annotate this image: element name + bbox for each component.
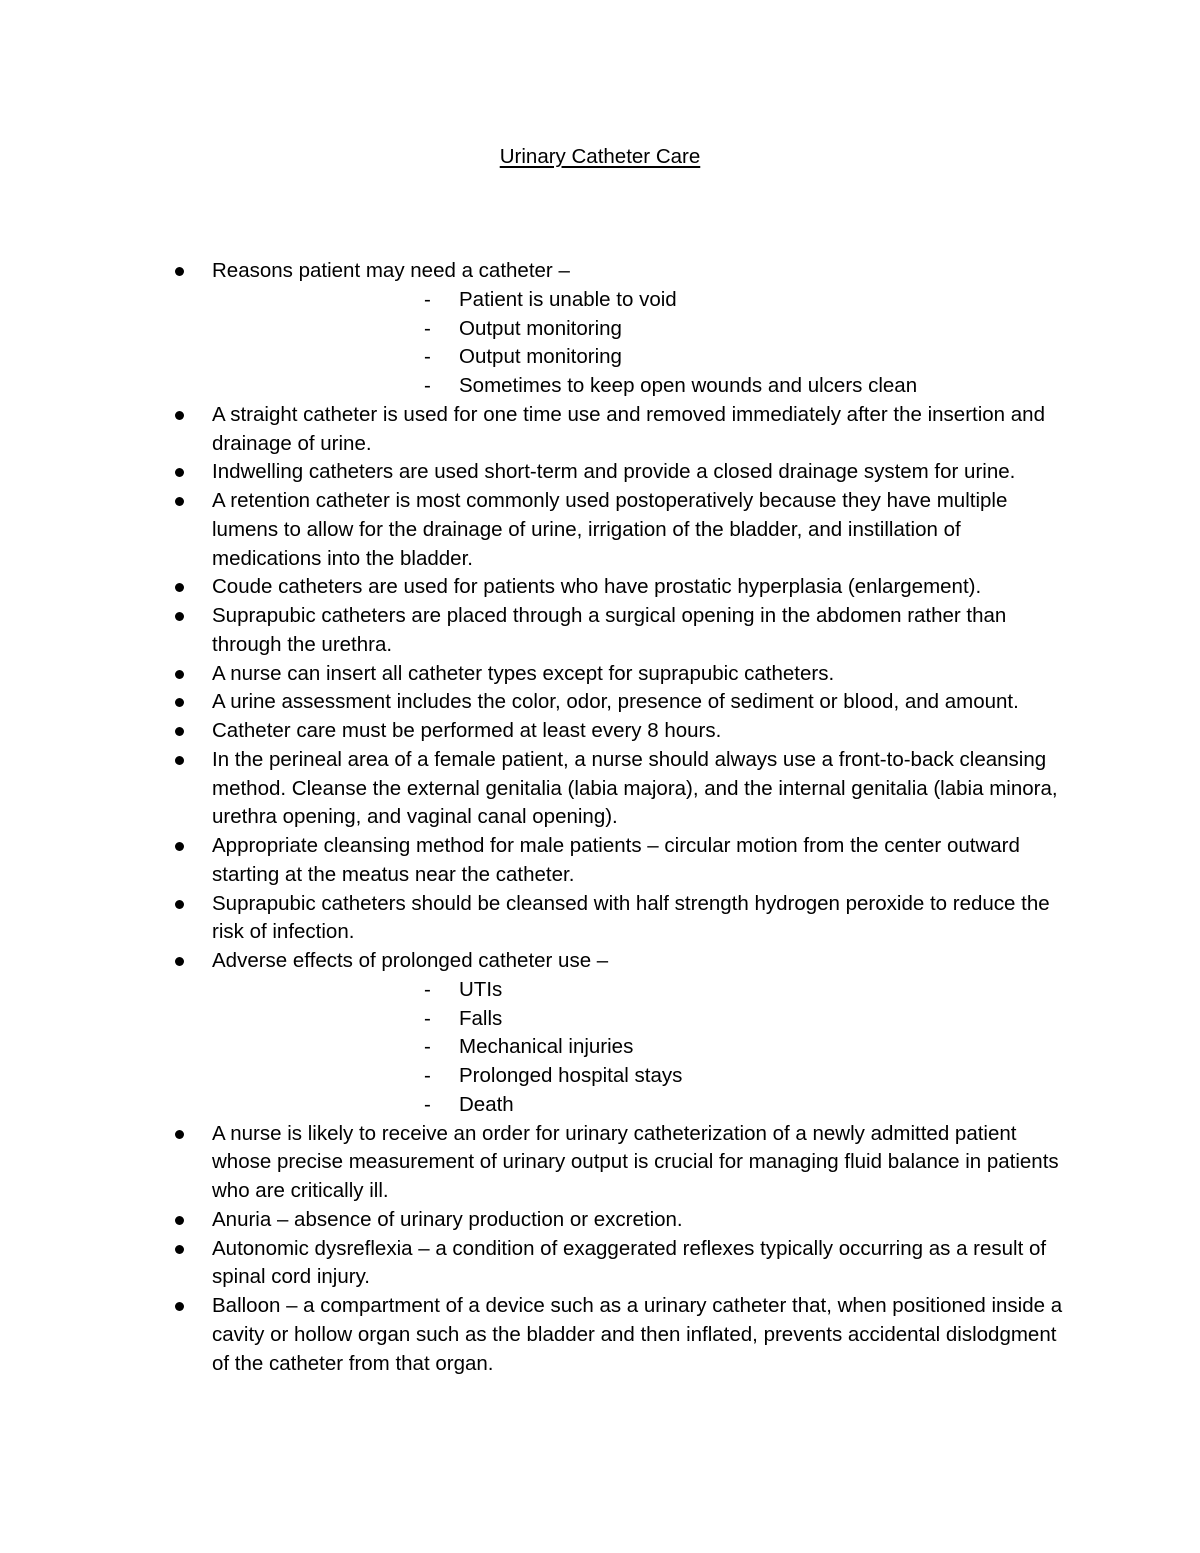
dash-icon: - <box>424 345 431 369</box>
list-item <box>0 458 1068 487</box>
list-item-text: A nurse is likely to receive an order for urinary catheterization of a newly admitted patient whose precise measurement of urinary output is crucial for managing fluid balance in patients who are critically ill. <box>212 1121 1059 1202</box>
dash-icon: - <box>424 287 431 311</box>
list-item-text: Balloon – a compartment of a device such as a urinary catheter that, when positioned inside a cavity or hollow organ such as the bladder and then inflated, prevents accidental dislodgment of the catheter from that organ. <box>212 1294 1063 1375</box>
sub-list-item-text: Patient is unable to void <box>459 287 677 311</box>
bullet-icon <box>175 583 184 592</box>
sub-list-item <box>212 976 1200 1005</box>
sub-list-item-text: Sometimes to keep open wounds and ulcers clean <box>459 374 918 397</box>
dash-icon: - <box>424 1006 431 1030</box>
list-item <box>0 832 1068 890</box>
dash-icon: - <box>424 374 431 397</box>
sub-list-item <box>212 343 1200 372</box>
sub-list-item-text: Mechanical injuries <box>459 1035 634 1059</box>
list-item <box>0 1235 1068 1293</box>
list-item-text: Autonomic dysreflexia – a condition of exaggerated reflexes typically occurring as a result of spinal cord injury. <box>212 1236 1047 1289</box>
list-item-text: Reasons patient may need a catheter – <box>212 259 570 282</box>
list-item <box>0 717 1068 746</box>
list-item <box>0 257 1068 401</box>
sub-list-item-text: Prolonged hospital stays <box>459 1064 683 1087</box>
bullet-icon <box>175 1130 184 1139</box>
list-item-text: Suprapubic catheters should be cleansed with half strength hydrogen peroxide to reduce the risk of infection. <box>212 891 1050 944</box>
sub-list-item <box>212 315 1200 344</box>
list-item-text: Suprapubic catheters are placed through a surgical opening in the abdomen rather than through the urethra. <box>212 604 1007 656</box>
sub-list-item <box>212 1005 1200 1034</box>
list-item <box>0 947 1068 1120</box>
list-item-text: In the perineal area of a female patient, a nurse should always use a front-to-back cleansing method. Cleanse the external genitalia (labia majora), and the internal genitalia (labia minora, urethra opening, and vaginal canal opening). <box>212 747 1058 829</box>
list-item-text: A urine assessment includes the color, odor, presence of sediment or blood, and amount. <box>212 690 1019 714</box>
list-item <box>0 890 1068 948</box>
document-title: Urinary Catheter Care <box>499 145 701 168</box>
bullet-icon <box>175 612 184 621</box>
bullet-icon <box>175 756 184 765</box>
list-item <box>0 573 1068 602</box>
bullet-icon <box>175 468 184 477</box>
bullet-icon <box>175 1245 184 1254</box>
sub-list-item <box>212 372 1200 401</box>
list-item <box>0 746 1068 832</box>
sub-list-item <box>212 286 1200 315</box>
dash-icon: - <box>424 316 431 340</box>
sub-list <box>212 976 1068 1120</box>
bullet-icon <box>175 957 184 966</box>
sub-list-item-text: Falls <box>459 1006 503 1030</box>
list-item-text: A retention catheter is most commonly used postoperatively because they have multiple lumens to allow for the drainage of urine, irrigation of the bladder, and instillation of medications into the bladder. <box>212 489 1008 570</box>
list-item <box>0 1120 1068 1206</box>
list-item-text: Adverse effects of prolonged catheter use – <box>212 949 609 972</box>
sub-list-item-text: Output monitoring <box>459 316 622 340</box>
bullet-icon <box>175 411 184 420</box>
sub-list-item-text: UTIs <box>459 977 503 1001</box>
list-item <box>0 487 1068 573</box>
bullet-icon <box>175 698 184 707</box>
bullet-icon <box>175 900 184 909</box>
dash-icon: - <box>424 1035 431 1059</box>
sub-list-item <box>212 1091 1200 1120</box>
list-item-text: Anuria – absence of urinary production or excretion. <box>212 1207 683 1231</box>
bullet-icon <box>175 670 184 679</box>
list-item <box>0 1292 1068 1378</box>
bullet-icon <box>175 1216 184 1225</box>
sub-list <box>212 286 1068 401</box>
list-item-text: A nurse can insert all catheter types except for suprapubic catheters. <box>212 661 835 685</box>
list-item-text: Coude catheters are used for patients who have prostatic hyperplasia (enlargement). <box>212 575 982 599</box>
list-item <box>0 602 1068 660</box>
dash-icon: - <box>424 1092 431 1116</box>
list-item <box>0 401 1068 459</box>
list-item <box>0 660 1068 689</box>
sub-list-item <box>212 1062 1200 1091</box>
list-item-text: Appropriate cleansing method for male patients – circular motion from the center outward starting at the meatus near the catheter. <box>212 834 1020 886</box>
bullet-icon <box>175 1302 184 1311</box>
bullet-list <box>0 257 1200 1378</box>
bullet-icon <box>175 497 184 506</box>
list-item-text: Indwelling catheters are used short-term and provide a closed drainage system for urine. <box>212 460 1016 484</box>
dash-icon: - <box>424 977 431 1001</box>
list-item-text: A straight catheter is used for one time use and removed immediately after the insertion and drainage of urine. <box>212 402 1045 455</box>
sub-list-item-text: Death <box>459 1092 514 1116</box>
bullet-icon <box>175 842 184 851</box>
sub-list-item <box>212 1033 1200 1062</box>
bullet-icon <box>175 727 184 736</box>
list-item-text: Catheter care must be performed at least every 8 hours. <box>212 719 722 742</box>
sub-list-item-text: Output monitoring <box>459 345 622 369</box>
list-item <box>0 688 1068 717</box>
list-item <box>0 1206 1068 1235</box>
dash-icon: - <box>424 1064 431 1087</box>
bullet-icon <box>175 267 184 276</box>
